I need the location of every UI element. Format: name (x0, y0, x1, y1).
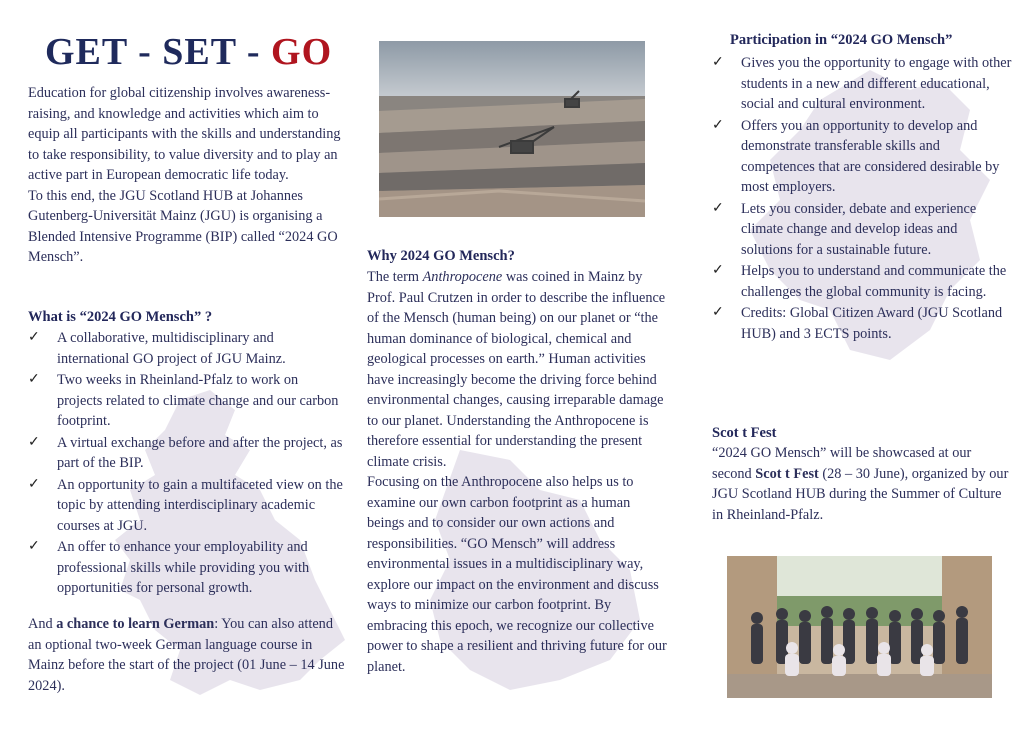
check-icon: ✓ (28, 372, 40, 387)
check-icon: ✓ (712, 263, 724, 278)
what-list (28, 328, 346, 600)
why-heading: Why 2024 GO Mensch? (367, 248, 515, 264)
fest-paragraph: “2024 GO Mensch” will be showcased at our second Scot t Fest (28 – 30 June), organized by our JGU Scotland HUB during the Summer of Culture in Rheinland-Pfalz. (712, 445, 1009, 523)
list-item: ✓ Lets you consider, debate and experience climate change and develop ideas and solutions for a sustainable future. (712, 200, 977, 258)
fest-heading: Scot t Fest (712, 425, 777, 441)
intro-paragraph-2: To this end, the JGU Scotland HUB at Johannes Gutenberg-Universität Mainz (JGU) is organising a Blended Intensive Programme (BIP) called “2024 GO Mensch”. (28, 187, 338, 265)
list-item: ✓ A virtual exchange before and after the project, as part of the BIP. (28, 434, 343, 471)
check-icon: ✓ (712, 55, 724, 70)
intro-paragraph-1: Education for global citizenship involves awareness-raising, and knowledge and activities which aim to equip all participants with the skills and understanding to take responsibility, to value diversity and to play an active part in European democratic life today. (28, 85, 341, 183)
list-item: ✓ An offer to enhance your employability and professional skills while providing you with opportunities for personal growth. (28, 539, 310, 596)
list-item: ✓ Gives you the opportunity to engage with other students in a new and different educational, social and cultural environment. (712, 55, 1012, 112)
open-pit-mine-photo (379, 41, 645, 217)
check-icon: ✓ (28, 539, 40, 554)
page-title: GET - SET - GO (45, 31, 333, 73)
check-icon: ✓ (28, 476, 40, 492)
check-icon: ✓ (712, 117, 724, 133)
list-item: ✓ Two weeks in Rheinland-Pfalz to work on projects related to climate change and our carbon footprint. (28, 372, 339, 429)
list-item: ✓ An opportunity to gain a multifaceted view on the topic by attending interdisciplinary academic courses at JGU. (28, 476, 343, 534)
intro-text (28, 83, 343, 268)
check-icon: ✓ (712, 200, 724, 216)
list-item: ✓ A collaborative, multidisciplinary and international GO project of JGU Mainz. (28, 330, 286, 367)
check-icon: ✓ (712, 305, 724, 320)
list-item: ✓ Helps you to understand and communicate the challenges the global community is facing. (712, 263, 1007, 300)
what-heading: What is “2024 GO Mensch” ? (28, 309, 213, 325)
list-item: ✓ Credits: Global Citizen Award (JGU Scotland HUB) and 3 ECTS points. (712, 305, 1003, 342)
why-paragraph-1: The term Anthropocene was coined in Mainz by Prof. Paul Crutzen in order to describe the influence of the Mensch (human being) on our planet or “the human dominance of biological, chemical and geological processes on earth.” Human activities have increasingly become the driving force behind environmental changes, causing irreparable damage to our planet. Understanding the Anthropocene is therefore essential for understanding the present climate crisis. (367, 269, 666, 470)
participation-list (712, 53, 1012, 345)
check-icon: ✓ (28, 330, 40, 345)
learn-german-paragraph: And a chance to learn German: You can also attend an optional two-week German language course in Mainz before the start of the project (01 June – 14 June 2024). (28, 616, 345, 694)
list-item: ✓ Offers you an opportunity to develop and demonstrate transferable skills and competences that are considered desirable by most employers. (712, 117, 1000, 195)
why-paragraph-2: Focusing on the Anthropocene also helps us to examine our own carbon footprint as a human beings and to consider our own actions and responsibilities. “GO Mensch” will address environmental issues in a multidisciplinary way, explore our impact on the environment and discuss ways to minimize our carbon footprint. By embracing this epoch, we recognize our collective power to shape a resilient and thriving future for our planet. (367, 474, 667, 675)
why-text (367, 267, 667, 677)
participation-heading: Participation in “2024 GO Mensch” (730, 32, 953, 48)
check-icon: ✓ (28, 434, 40, 450)
group-photo (727, 556, 992, 698)
